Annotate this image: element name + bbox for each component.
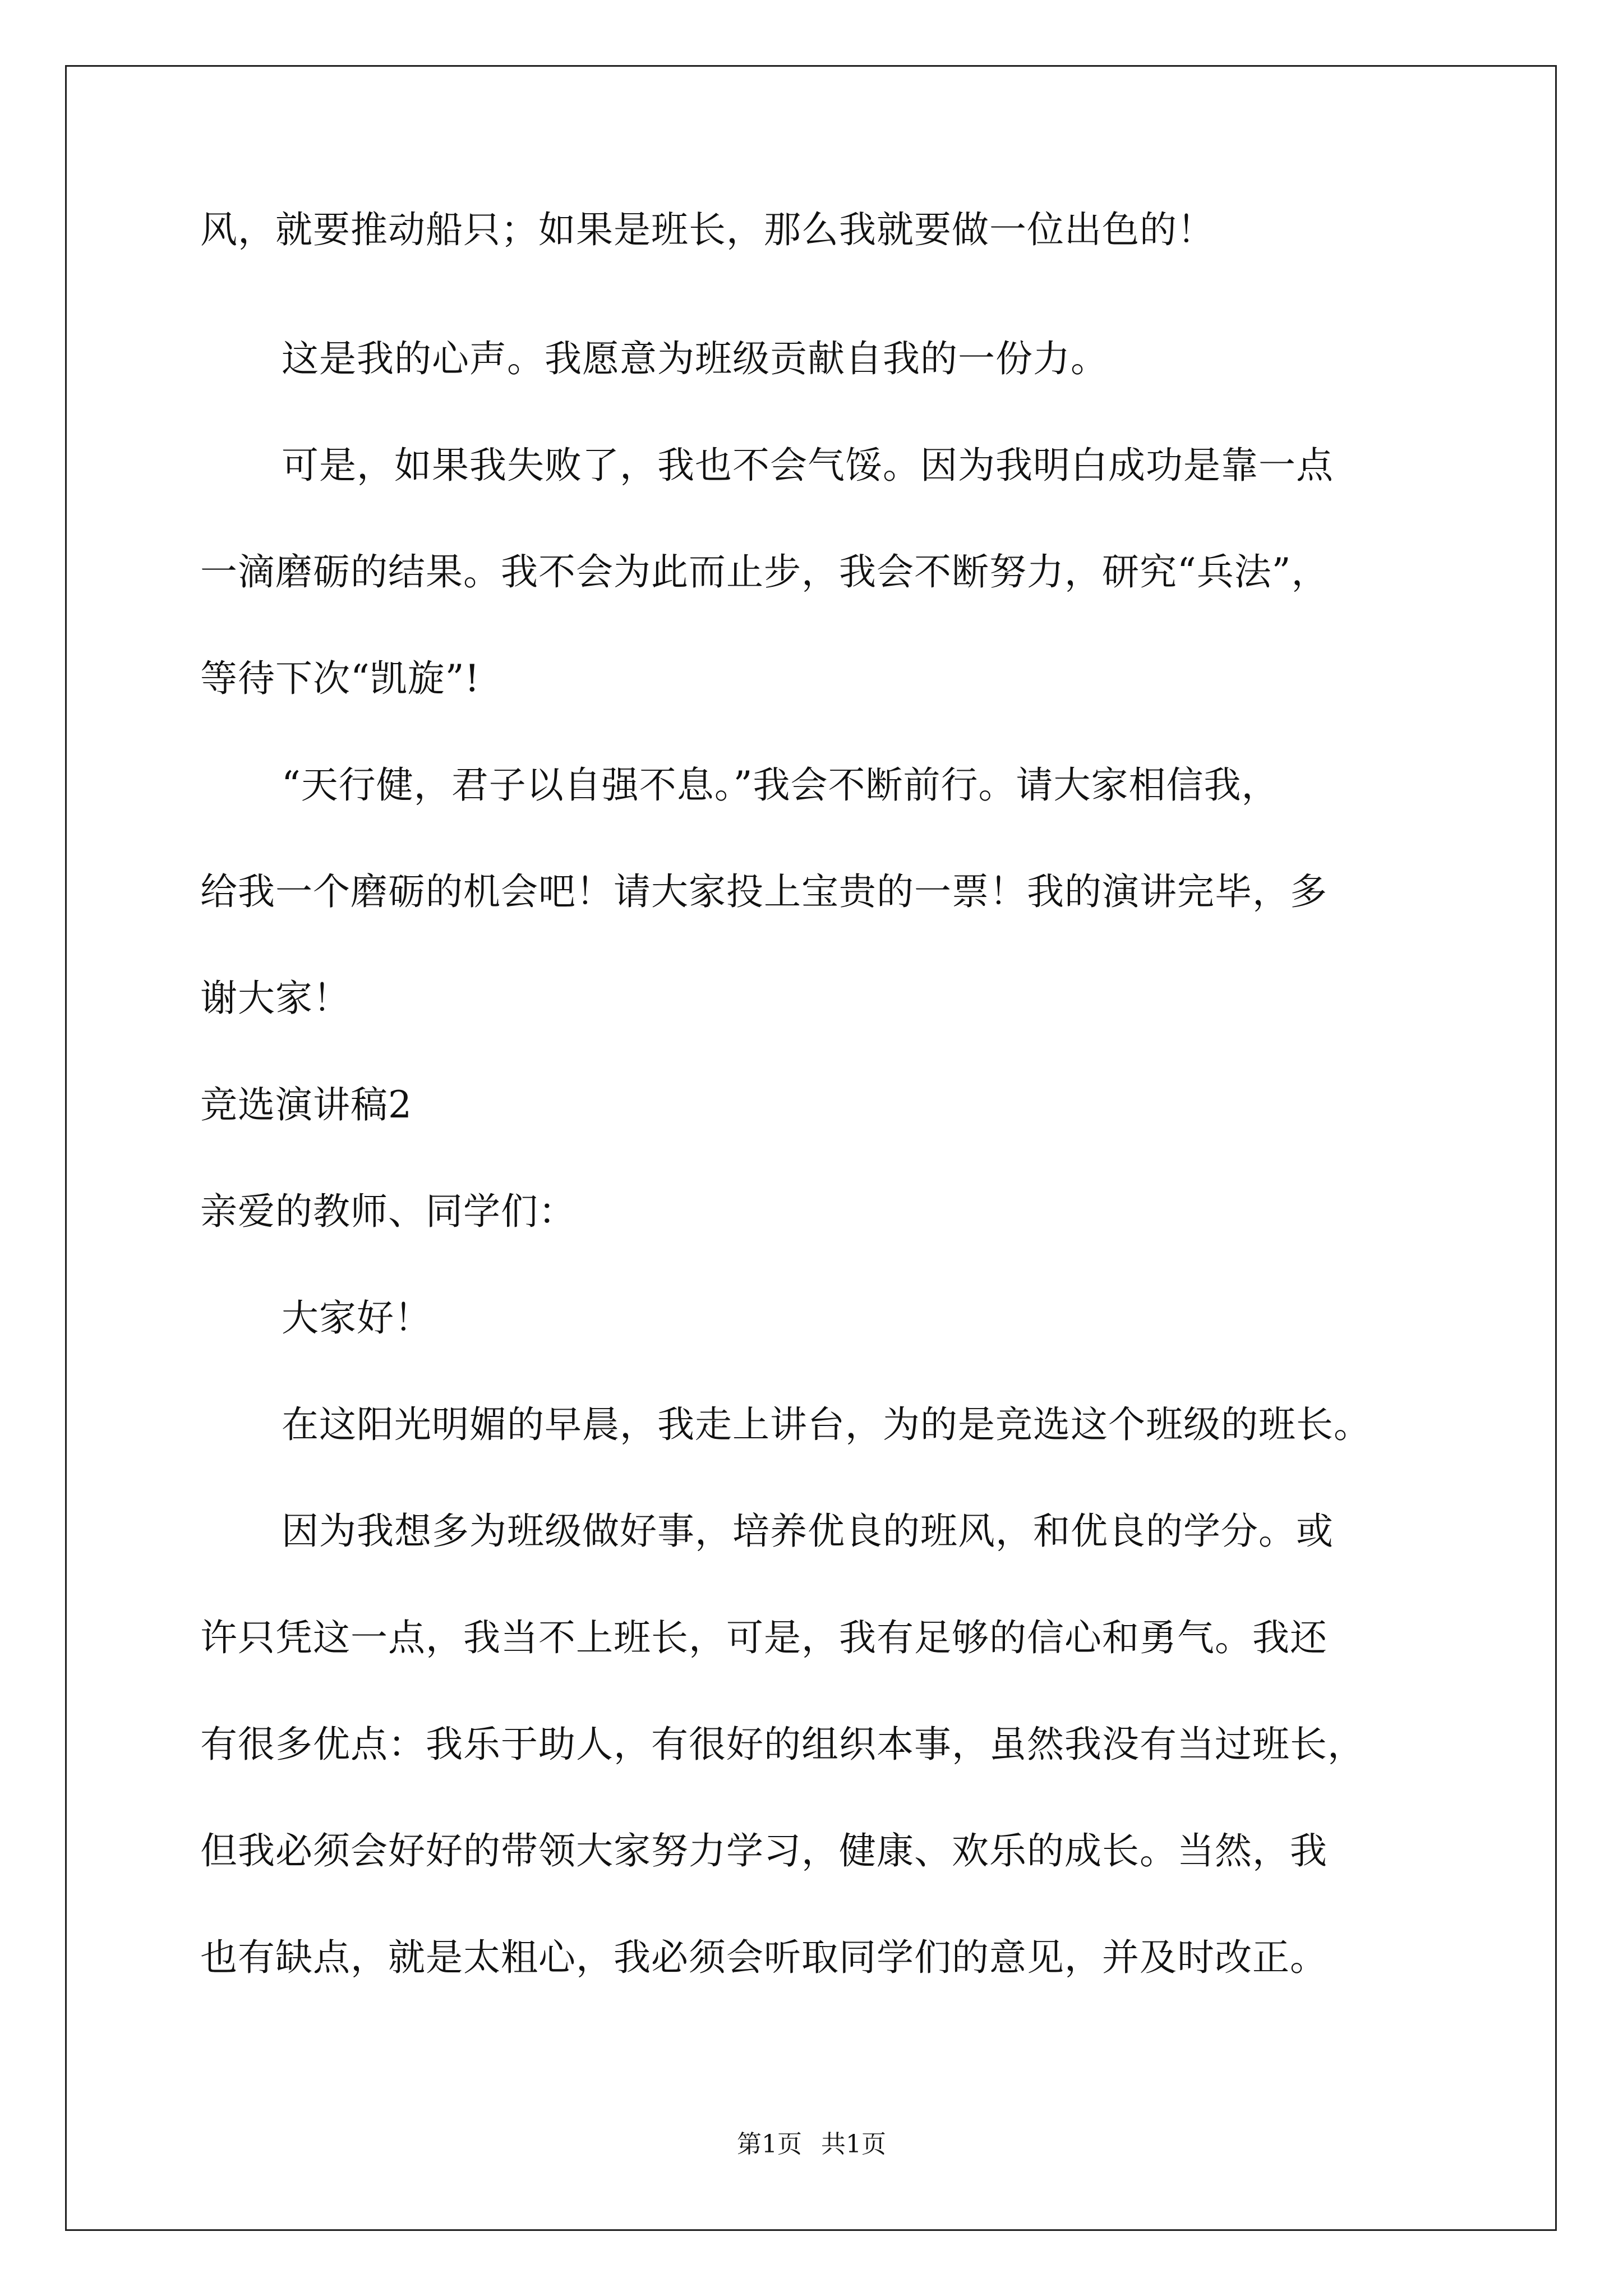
section-heading: 竞选演讲稿2 (200, 1083, 412, 1126)
greeting: 大家好！ (282, 1296, 432, 1340)
text-line-13: 因为我想多为班级做好事，培养优良的班风，和优良的学分。或 (282, 1510, 1334, 1553)
salutation: 亲爱的教师、同学们： (200, 1190, 576, 1233)
page-total: 共1页 (821, 2130, 886, 2159)
text-line-14: 许只凭这一点，我当不上班长，可是，我有足够的信心和勇气。我还 (200, 1616, 1327, 1659)
page-footer (0, 2129, 1623, 2160)
text-line-4: 一滴磨砺的结果。我不会为此而止步，我会不断努力，研究“兵法”， (200, 550, 1329, 593)
text-line-6: “天行健，君子以自强不息。”我会不断前行。请大家相信我， (282, 763, 1279, 807)
page-border (65, 65, 1557, 2231)
text-line-7: 给我一个磨砺的机会吧！请大家投上宝贵的一票！我的演讲完毕，多 (200, 870, 1327, 913)
text-line-8: 谢大家！ (200, 977, 351, 1020)
text-line-3: 可是，如果我失败了，我也不会气馁。因为我明白成功是靠一点 (282, 444, 1334, 487)
page-number: 第1页 (737, 2130, 802, 2159)
text-line-2: 这是我的心声。我愿意为班级贡献自我的一份力。 (282, 337, 1108, 380)
text-line-12: 在这阳光明媚的早晨，我走上讲台，为的是竞选这个班级的班长。 (282, 1403, 1371, 1446)
text-line-5: 等待下次“凯旋”! (200, 657, 481, 700)
text-line-16: 但我必须会好好的带领大家努力学习，健康、欢乐的成长。当然，我 (200, 1829, 1327, 1872)
text-line-17: 也有缺点，就是太粗心，我必须会听取同学们的意见，并及时改正。 (200, 1936, 1327, 1979)
text-line-1: 风，就要推动船只；如果是班长，那么我就要做一位出色的！ (200, 208, 1215, 251)
text-line-15: 有很多优点：我乐于助人，有很好的组织本事，虽然我没有当过班长， (200, 1723, 1365, 1766)
